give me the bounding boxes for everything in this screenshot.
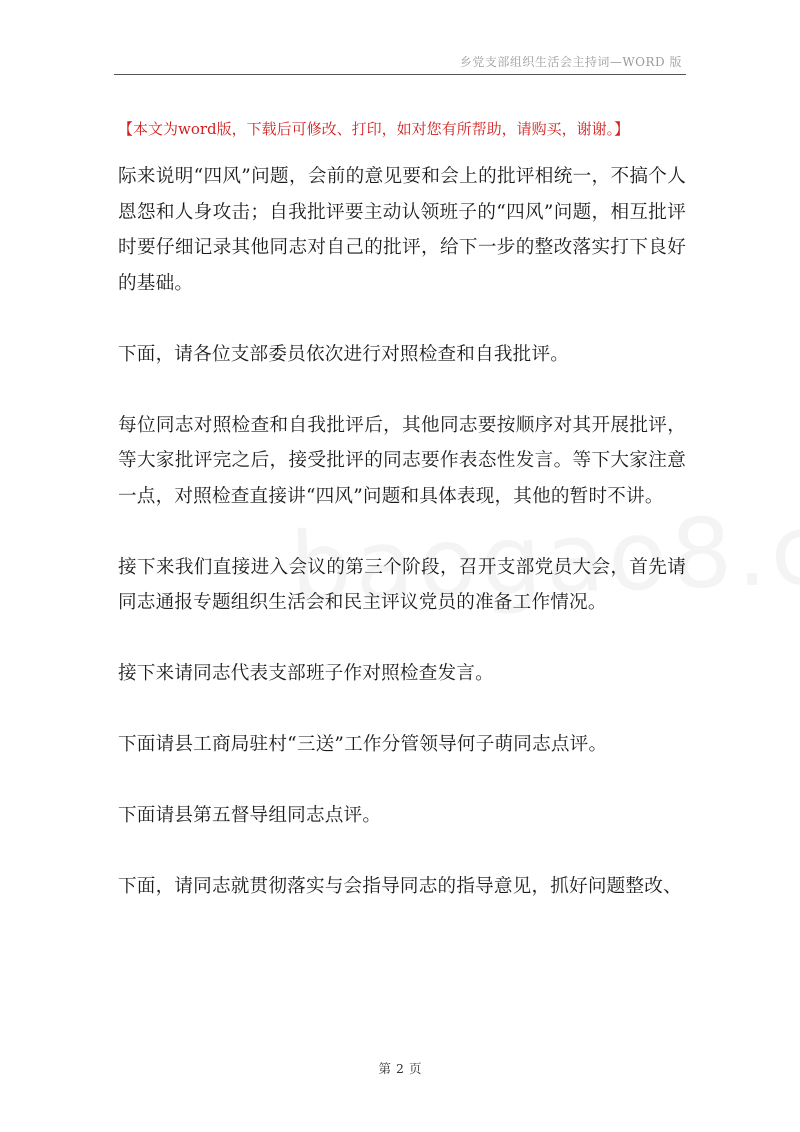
document-body: [118, 159, 686, 940]
purchase-notice: 【本文为word版，下载后可修改、打印，如对您有所帮助，请购买，谢谢。】: [118, 120, 630, 138]
paragraph-4: 接下来我们直接进入会议的第三个阶段，召开支部党员大会，首先请同志通报专题组织生活会和民主评议党员的准备工作情况。: [118, 556, 686, 613]
paragraph-3: 每位同志对照检查和自我批评后，其他同志要按顺序对其开展批评，等大家批评完之后，接受批评的同志要作表态性发言。等下大家注意一点，对照检查直接讲“四风”问题和具体表现，其他的暂时不讲。: [118, 414, 686, 507]
header-divider: [114, 74, 686, 75]
page-suffix: 页: [408, 1061, 422, 1076]
paragraph-2: 下面，请各位支部委员依次进行对照检查和自我批评。: [118, 343, 570, 365]
paragraph-8: 下面，请同志就贯彻落实与会指导同志的指导意见，抓好问题整改、: [118, 876, 682, 897]
paragraph-6: 下面请县工商局驻村“三送”工作分管领导何子萌同志点评。: [118, 734, 608, 755]
paragraph-5: 接下来请同志代表支部班子作对照检查发言。: [118, 663, 494, 684]
paragraph-7: 下面请县第五督导组同志点评。: [118, 805, 382, 826]
document-header-title: 乡党支部组织生活会主持词—WORD 版: [459, 55, 682, 69]
page-number: 2: [396, 1061, 404, 1076]
paragraph-1: 际来说明“四风”问题，会前的意见要和会上的批评相统一，不搞个人恩怨和人身攻击；自我批评要主动认领班子的“四风”问题，相互批评时要仔细记录其他同志对自己的批评，给下一步的整改落实打下良好的基础。: [118, 166, 686, 294]
page-footer: [0, 1059, 800, 1077]
page-prefix: 第: [378, 1061, 392, 1076]
